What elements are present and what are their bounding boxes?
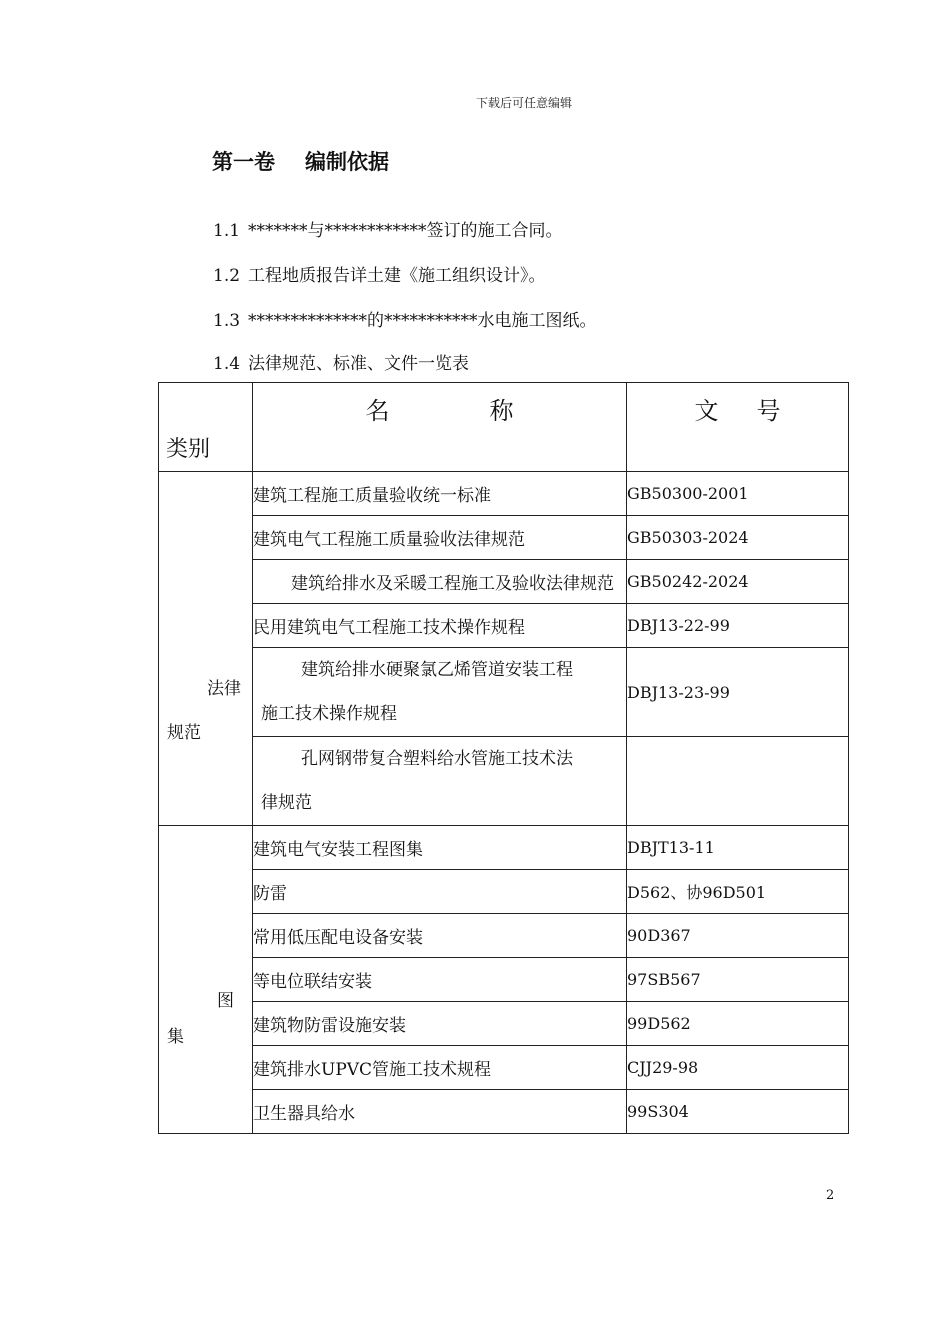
category-label-line1: 法律 — [207, 679, 241, 699]
standard-name: 民用建筑电气工程施工技术操作规程 — [253, 604, 627, 648]
chapter-title — [212, 146, 389, 176]
header-note: 下载后可任意编辑 — [475, 96, 572, 110]
standard-code: GB50242-2024 — [627, 560, 849, 604]
standard-code: DBJ13-23-99 — [627, 648, 849, 737]
header-code — [627, 383, 849, 472]
header-name-char-1: 名 — [365, 397, 390, 425]
table-row — [159, 826, 849, 870]
standard-name: 建筑排水UPVC管施工技术规程 — [253, 1046, 627, 1090]
paragraph-text: *******与************签订的施工合同。 — [248, 221, 563, 241]
chapter-name: 编制依据 — [305, 150, 389, 174]
standard-name: 建筑给排水及采暖工程施工及验收法律规范 — [253, 560, 627, 604]
paragraph-number: 1.2 — [213, 266, 241, 286]
table-row — [159, 1002, 849, 1046]
standard-name-line1: 建筑给排水硬聚氯乙烯管道安装工程 — [301, 660, 573, 680]
table-row — [159, 604, 849, 648]
paragraph-number: 1.4 — [213, 354, 241, 374]
paragraph-1-2 — [213, 261, 546, 286]
standard-name-line1: 孔网钢带复合塑料给水管施工技术法 — [301, 749, 573, 769]
standard-name-line2: 律规范 — [261, 793, 312, 813]
page-number: 2 — [826, 1188, 835, 1203]
header-name-char-2: 称 — [489, 397, 514, 425]
table-row — [159, 737, 849, 826]
references-table — [158, 382, 849, 1134]
table-row — [159, 560, 849, 604]
standard-code: 90D367 — [627, 914, 849, 958]
table-row — [159, 648, 849, 737]
category-label-line2: 规范 — [167, 723, 201, 743]
standard-code: GB50303-2024 — [627, 516, 849, 560]
standard-name: 建筑电气安装工程图集 — [253, 826, 627, 870]
table-row — [159, 914, 849, 958]
standard-code: GB50300-2001 — [627, 472, 849, 516]
standard-code: DBJ13-22-99 — [627, 604, 849, 648]
table-row — [159, 1090, 849, 1134]
paragraph-number: 1.1 — [213, 221, 241, 241]
standard-code: 99D562 — [627, 1002, 849, 1046]
header-code-char-2: 号 — [756, 397, 781, 425]
standard-code: D562、协96D501 — [627, 870, 849, 914]
table-row — [159, 958, 849, 1002]
paragraph-number: 1.3 — [213, 311, 241, 331]
paragraph-text: **************的***********水电施工图纸。 — [248, 311, 597, 331]
standard-name-line2: 施工技术操作规程 — [261, 704, 397, 724]
table-row — [159, 870, 849, 914]
table-header-row — [159, 383, 849, 472]
paragraph-1-4 — [213, 349, 469, 374]
standard-code: DBJT13-11 — [627, 826, 849, 870]
category-cell-atlas — [159, 826, 253, 1134]
paragraph-1-1 — [213, 216, 563, 241]
category-cell-laws — [159, 472, 253, 826]
standard-name: 建筑电气工程施工质量验收法律规范 — [253, 516, 627, 560]
header-name — [253, 383, 627, 472]
standard-name — [253, 648, 627, 737]
table-row — [159, 1046, 849, 1090]
standard-code: 99S304 — [627, 1090, 849, 1134]
standard-code — [627, 737, 849, 826]
standard-name: 防雷 — [253, 870, 627, 914]
standard-name: 建筑工程施工质量验收统一标准 — [253, 472, 627, 516]
standard-name: 常用低压配电设备安装 — [253, 914, 627, 958]
category-label-line1: 图 — [217, 991, 234, 1011]
paragraph-text: 工程地质报告详土建《施工组织设计》。 — [248, 266, 546, 286]
header-code-char-1: 文 — [694, 397, 719, 425]
chapter-volume: 第一卷 — [212, 150, 275, 174]
standard-name: 建筑物防雷设施安装 — [253, 1002, 627, 1046]
standard-code: CJJ29-98 — [627, 1046, 849, 1090]
table-row — [159, 472, 849, 516]
standard-name: 等电位联结安装 — [253, 958, 627, 1002]
paragraph-1-3 — [213, 306, 597, 331]
category-label-line2: 集 — [167, 1027, 184, 1047]
standard-name: 卫生器具给水 — [253, 1090, 627, 1134]
paragraph-text: 法律规范、标准、文件一览表 — [248, 354, 470, 374]
standard-code: 97SB567 — [627, 958, 849, 1002]
table-row — [159, 516, 849, 560]
standard-name — [253, 737, 627, 826]
header-category: 类别 — [159, 383, 253, 472]
